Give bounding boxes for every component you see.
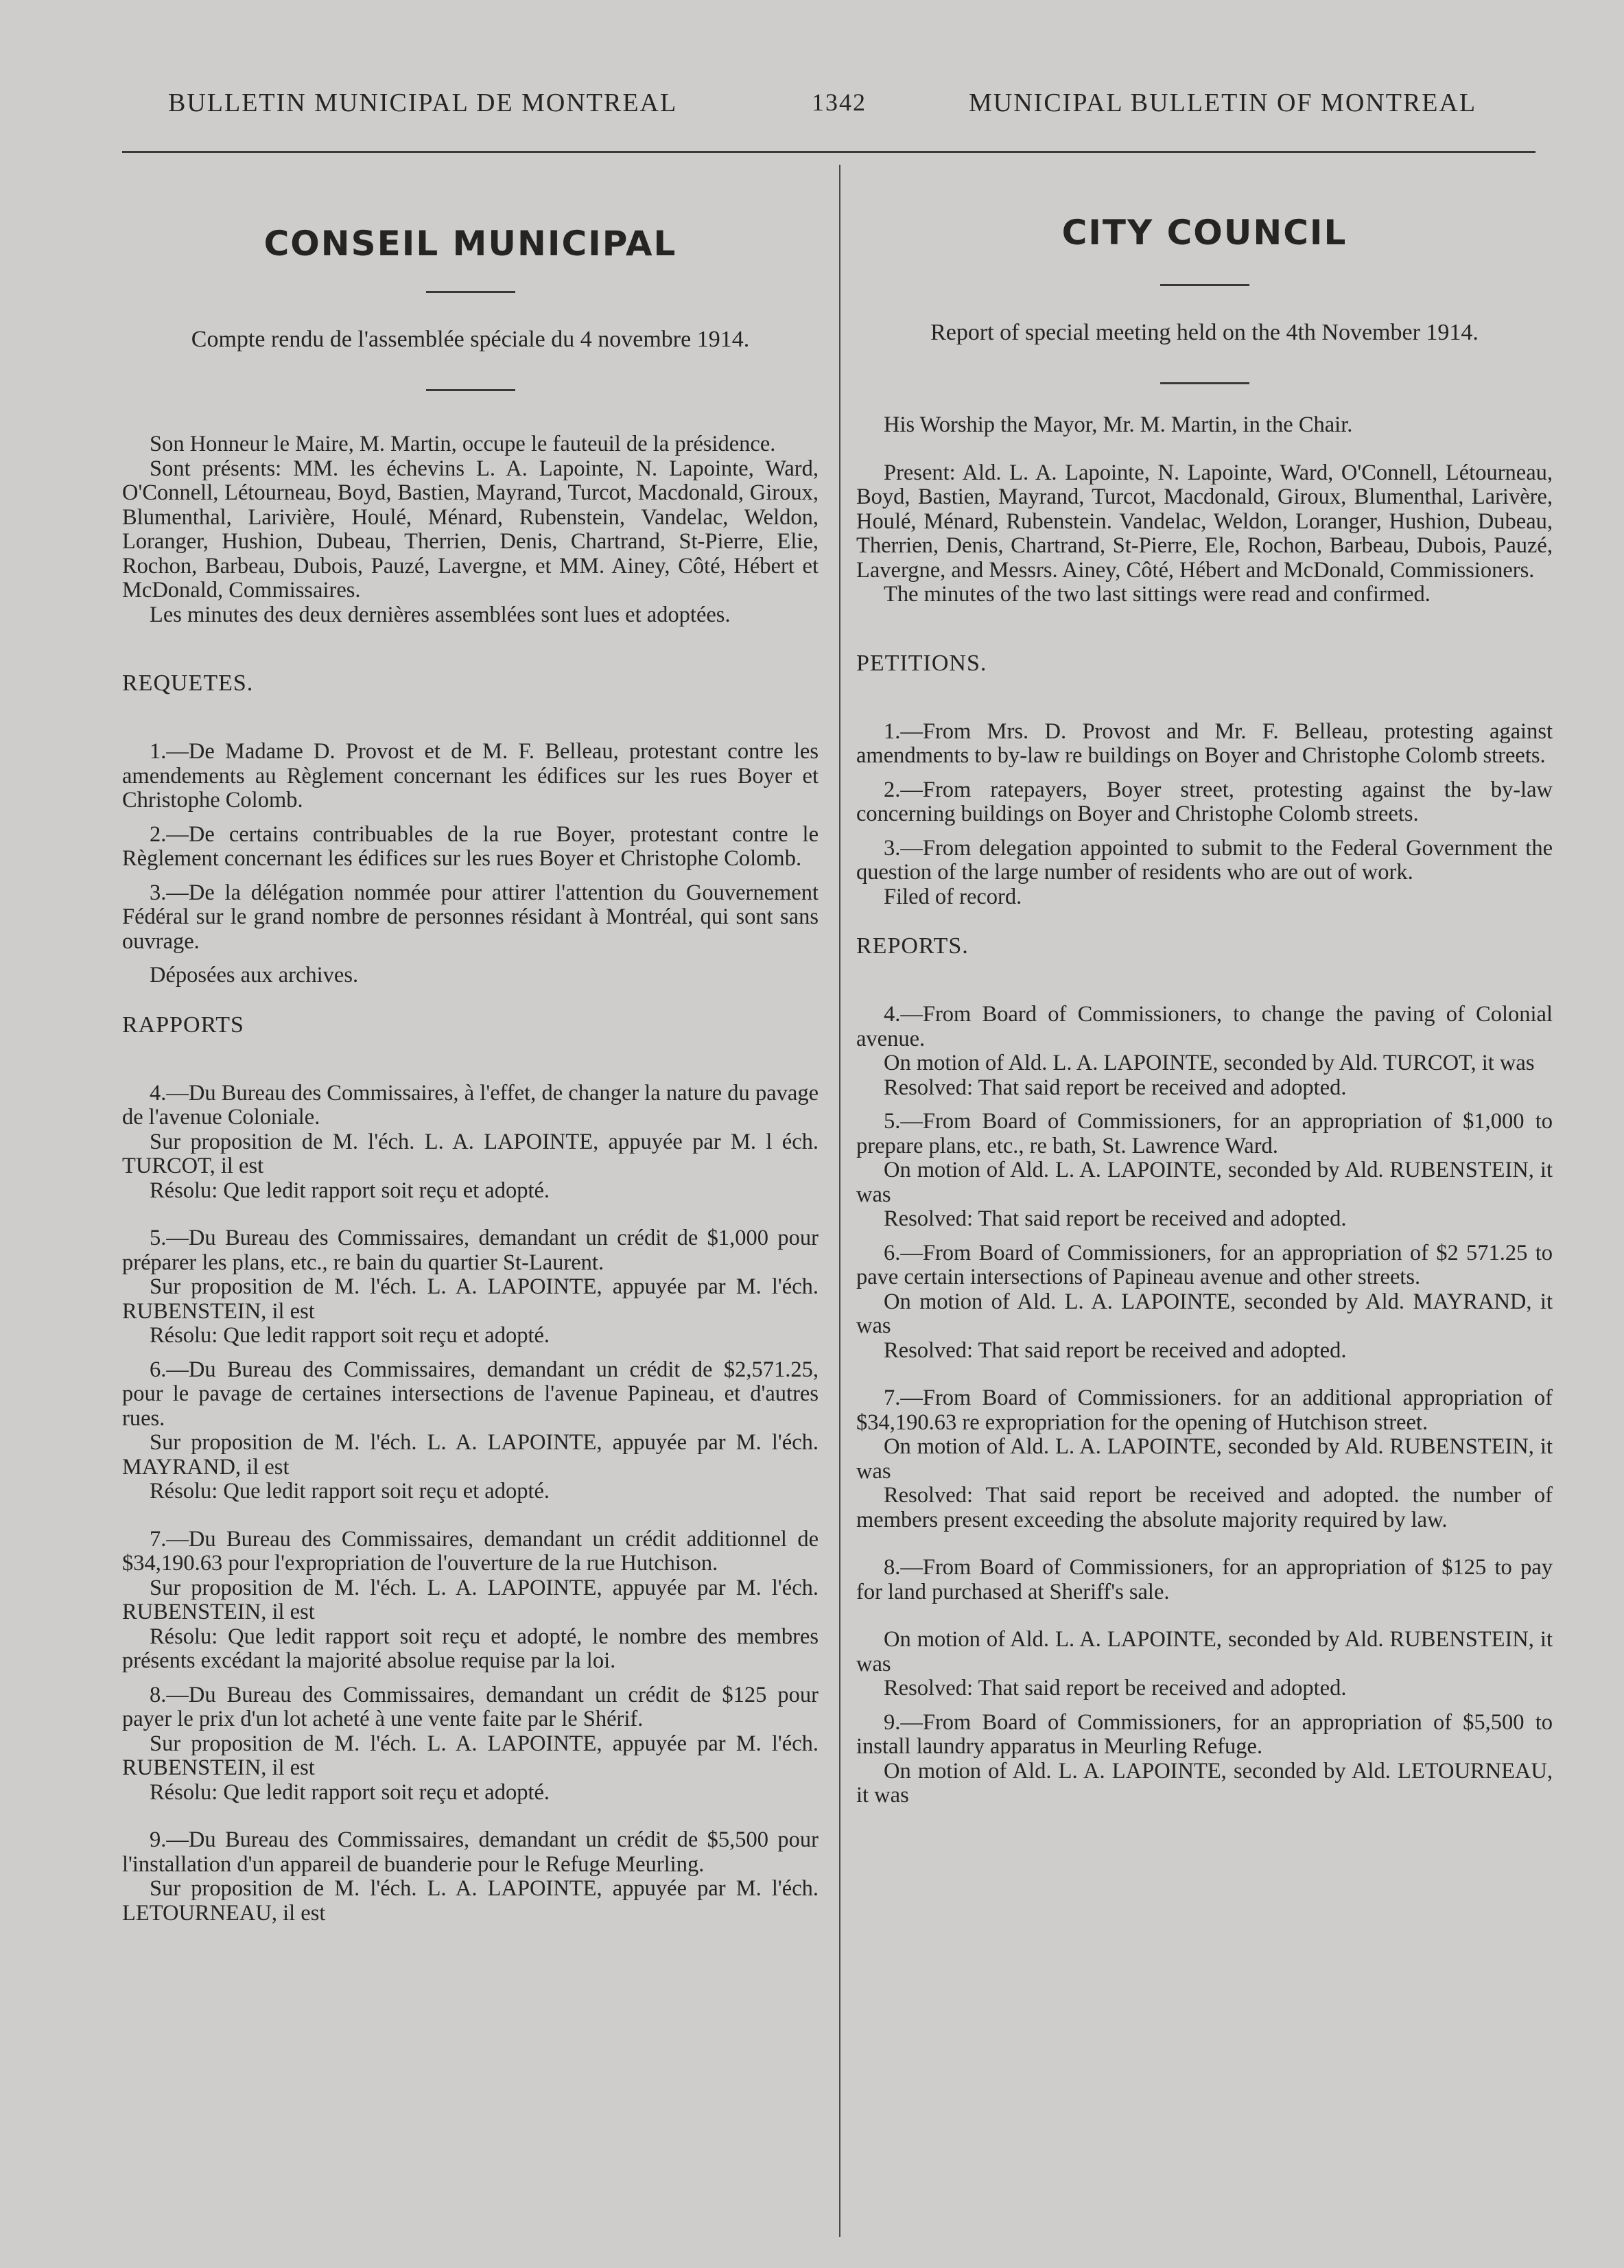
english-body	[856, 413, 1553, 1808]
report-item-text: 5.—From Board of Commissioners, for an appropriation of $1,000 to prepare plans, etc., re bath, St. Lawrence Ward.	[856, 1109, 1553, 1158]
report-item-text: 6.—From Board of Commissioners, for an appropriation of $2 571.25 to pave certain intersections of Papineau avenue and other streets.	[856, 1240, 1553, 1289]
report-item-text: 4.—Du Bureau des Commissaires, à l'effet, de changer la nature du pavage de l'avenue Coloniale.	[122, 1080, 819, 1130]
report-item-text: 9.—From Board of Commissioners, for an appropriation of $5,500 to install laundry apparatus in Meurling Refuge.	[856, 1709, 1553, 1759]
subtitle-rule	[426, 389, 515, 391]
report-item-resolved: Resolved: That said report be received and adopted.	[884, 1337, 1347, 1363]
report-item-resolved: Résolu: Que ledit rapport soit reçu et adopté.	[150, 1479, 550, 1504]
report-item-motion: On motion of Ald. L. A. LAPOINTE, seconded by Ald. RUBENSTEIN, it was	[856, 1627, 1553, 1676]
report-item-resolved: Résolu: Que ledit rapport soit reçu et adopté.	[150, 1178, 550, 1203]
report-item-motion: On motion of Ald. L. A. LAPOINTE, seconded by Ald. RUBENSTEIN, it was	[856, 1434, 1553, 1484]
subtitle-rule	[1160, 382, 1249, 384]
intro-paragraph: Sont présents: MM. les échevins L. A. Lapointe, N. Lapointe, Ward, O'Connell, Létourneau, Boyd, Bastien, Mayrand, Turcot, Macdonald, Giroux, Blumenthal, Larivière, Houlé, Ménard, Rubenstein, Vandelac, Weldon, Loranger, Hushion, Dubeau, Therrien, Denis, Chartrand, St-Pierre, Elie, Rochon, Barbeau, Dubois, Pauzé, Lavergne, et MM. Ainey, Côté, Hébert et McDonald, Commissaires.	[122, 456, 819, 603]
section-heading-reports: REPORTS.	[856, 933, 969, 959]
report-item-resolved: Resolved: That said report be received and adopted.	[884, 1206, 1347, 1231]
report-item-resolved: Resolved: That said report be received and adopted. the number of members present exceeding the absolute majority required by law.	[856, 1483, 1553, 1532]
title-rule	[1160, 284, 1249, 286]
title-rule	[426, 291, 515, 293]
petition-item: 2.—De certains contribuables de la rue Boyer, protestant contre le Règlement concernant les édifices sur les rues Boyer et Christophe Colomb.	[122, 821, 819, 871]
english-subtitle: Report of special meeting held on the 4th November 1914.	[930, 320, 1479, 345]
header-right-title: MUNICIPAL BULLETIN OF MONTREAL	[969, 89, 1477, 117]
report-item-resolved: Resolved: That said report be received and adopted.	[884, 1075, 1347, 1100]
french-column	[122, 206, 819, 1926]
report-item-text: 8.—From Board of Commissioners, for an appropriation of $125 to pay for land purchased at Sheriff's sale.	[856, 1555, 1553, 1604]
petition-item: 2.—From ratepayers, Boyer street, protesting against the by-law concerning buildings on Boyer and Christophe Colomb streets.	[856, 777, 1553, 826]
french-body	[122, 432, 819, 1926]
petition-item: 3.—De la délégation nommée pour attirer l'attention du Gouvernement Fédéral sur le grand nombre de personnes résidant à Montréal, qui sont sans ouvrage.	[122, 880, 819, 954]
report-item-motion: On motion of Ald. L. A. LAPOINTE, seconded by Ald. MAYRAND, it was	[856, 1289, 1553, 1338]
report-item-text: 8.—Du Bureau des Commissaires, demandant un crédit de $125 pour payer le prix d'un lot acheté à une vente faite par le Shérif.	[122, 1682, 819, 1731]
report-item-resolved: Résolu: Que ledit rapport soit reçu et adopté.	[150, 1323, 550, 1348]
report-item-motion: Sur proposition de M. l'éch. L. A. LAPOINTE, appuyée par M. l'éch. MAYRAND, il est	[122, 1430, 819, 1480]
header-rule	[122, 151, 1535, 153]
header-left-title: BULLETIN MUNICIPAL DE MONTREAL	[168, 89, 678, 117]
report-item-resolved: Résolu: Que ledit rapport soit reçu et adopté, le nombre des membres présents excédant la majorité absolue requise par la loi.	[122, 1624, 819, 1673]
report-item-text: 5.—Du Bureau des Commissaires, demandant un crédit de $1,000 pour préparer les plans, etc., re bain du quartier St-Laurent.	[122, 1226, 819, 1275]
page-number: 1342	[812, 89, 867, 116]
report-item-text: 4.—From Board of Commissioners, to change the paving of Colonial avenue.	[856, 1002, 1553, 1051]
report-item-text: 7.—Du Bureau des Commissaires, demandant un crédit additionnel de $34,190.63 pour l'expropriation de l'ouverture de la rue Hutchison.	[122, 1526, 819, 1576]
intro-paragraph: His Worship the Mayor, Mr. M. Martin, in the Chair.	[884, 412, 1353, 437]
report-item-text: 7.—From Board of Commissioners. for an additional appropriation of $34,190.63 re expropriation for the opening of Hutchison street.	[856, 1386, 1553, 1435]
report-item-resolved: Résolu: Que ledit rapport soit reçu et adopté.	[150, 1779, 550, 1805]
intro-paragraph: Present: Ald. L. A. Lapointe, N. Lapointe, Ward, O'Connell, Létourneau, Boyd, Bastien, Mayrand, Turcot, Macdonald, Giroux, Blumenthal, Larivère, Houlé, Ménard, Rubenstein. Vandelac, Weldon, Loranger, Hushion, Dubeau, Therrien, Denis, Chartrand, St-Pierre, Ele, Rochon, Barbeau, Dubois, Pauzé, Lavergne, and Messrs. Ainey, Côté, Hébert and McDonald, Commissioners.	[856, 460, 1553, 583]
petition-item: 1.—From Mrs. D. Provost and Mr. F. Belleau, protesting against amendments to by-law re buildings on Boyer and Christophe Colomb streets.	[856, 718, 1553, 768]
english-column	[856, 206, 1553, 1808]
english-title: CITY COUNCIL	[1061, 213, 1348, 253]
petition-item: 3.—From delegation appointed to submit to the Federal Government the question of the large number of residents who are out of work.	[856, 835, 1553, 885]
section-heading-petitions: PETITIONS.	[856, 650, 987, 676]
report-item-text: 9.—Du Bureau des Commissaires, demandant un crédit de $5,500 pour l'installation d'un appareil de buanderie pour le Refuge Meurling.	[122, 1827, 819, 1877]
report-item-motion: On motion of Ald. L. A. LAPOINTE, seconded by Ald. RUBENSTEIN, it was	[856, 1158, 1553, 1207]
petition-item: 1.—De Madame D. Provost et de M. F. Belleau, protestant contre les amendements au Règlement concernant les édifices sur les rues Boyer et Christophe Colomb.	[122, 739, 819, 812]
intro-paragraph: Son Honneur le Maire, M. Martin, occupe le fauteuil de la présidence.	[150, 432, 776, 456]
intro-paragraph: The minutes of the two last sittings were read and confirmed.	[884, 582, 1431, 607]
section-heading-requetes: REQUETES.	[122, 670, 254, 696]
report-item-text: 6.—Du Bureau des Commissaires, demandant un crédit de $2,571.25, pour le pavage de certaines intersections de l'avenue Papineau, et d'autres rues.	[122, 1357, 819, 1431]
column-divider	[839, 165, 840, 2237]
french-title: CONSEIL MUNICIPAL	[263, 224, 677, 264]
report-item-motion: Sur proposition de M. l'éch. L. A. LAPOINTE, appuyée par M. l éch. TURCOT, il est	[122, 1129, 819, 1178]
intro-paragraph: Les minutes des deux dernières assemblées sont lues et adoptées.	[150, 602, 731, 627]
report-item-resolved: Resolved: That said report be received and adopted.	[884, 1676, 1347, 1700]
report-item-motion: On motion of Ald. L. A. LAPOINTE, seconded by Ald. TURCOT, it was	[884, 1051, 1535, 1075]
filed-note: Filed of record.	[884, 884, 1022, 909]
section-heading-rapports: RAPPORTS	[122, 1012, 244, 1038]
french-subtitle: Compte rendu de l'assemblée spéciale du 4 novembre 1914.	[191, 327, 750, 352]
report-item-motion: Sur proposition de M. l'éch. L. A. LAPOINTE, appuyée par M. l'éch. RUBENSTEIN, il est	[122, 1274, 819, 1324]
report-item-motion: On motion of Ald. L. A. LAPOINTE, seconded by Ald. LETOURNEAU, it was	[856, 1758, 1553, 1808]
report-item-motion: Sur proposition de M. l'éch. L. A. LAPOINTE, appuyée par M. l'éch. LETOURNEAU, il est	[122, 1876, 819, 1926]
filed-note: Déposées aux archives.	[150, 963, 359, 987]
report-item-motion: Sur proposition de M. l'éch. L. A. LAPOINTE, appuyée par M. l'éch. RUBENSTEIN, il est	[122, 1731, 819, 1780]
report-item-motion: Sur proposition de M. l'éch. L. A. LAPOINTE, appuyée par M. l'éch. RUBENSTEIN, il est	[122, 1575, 819, 1624]
